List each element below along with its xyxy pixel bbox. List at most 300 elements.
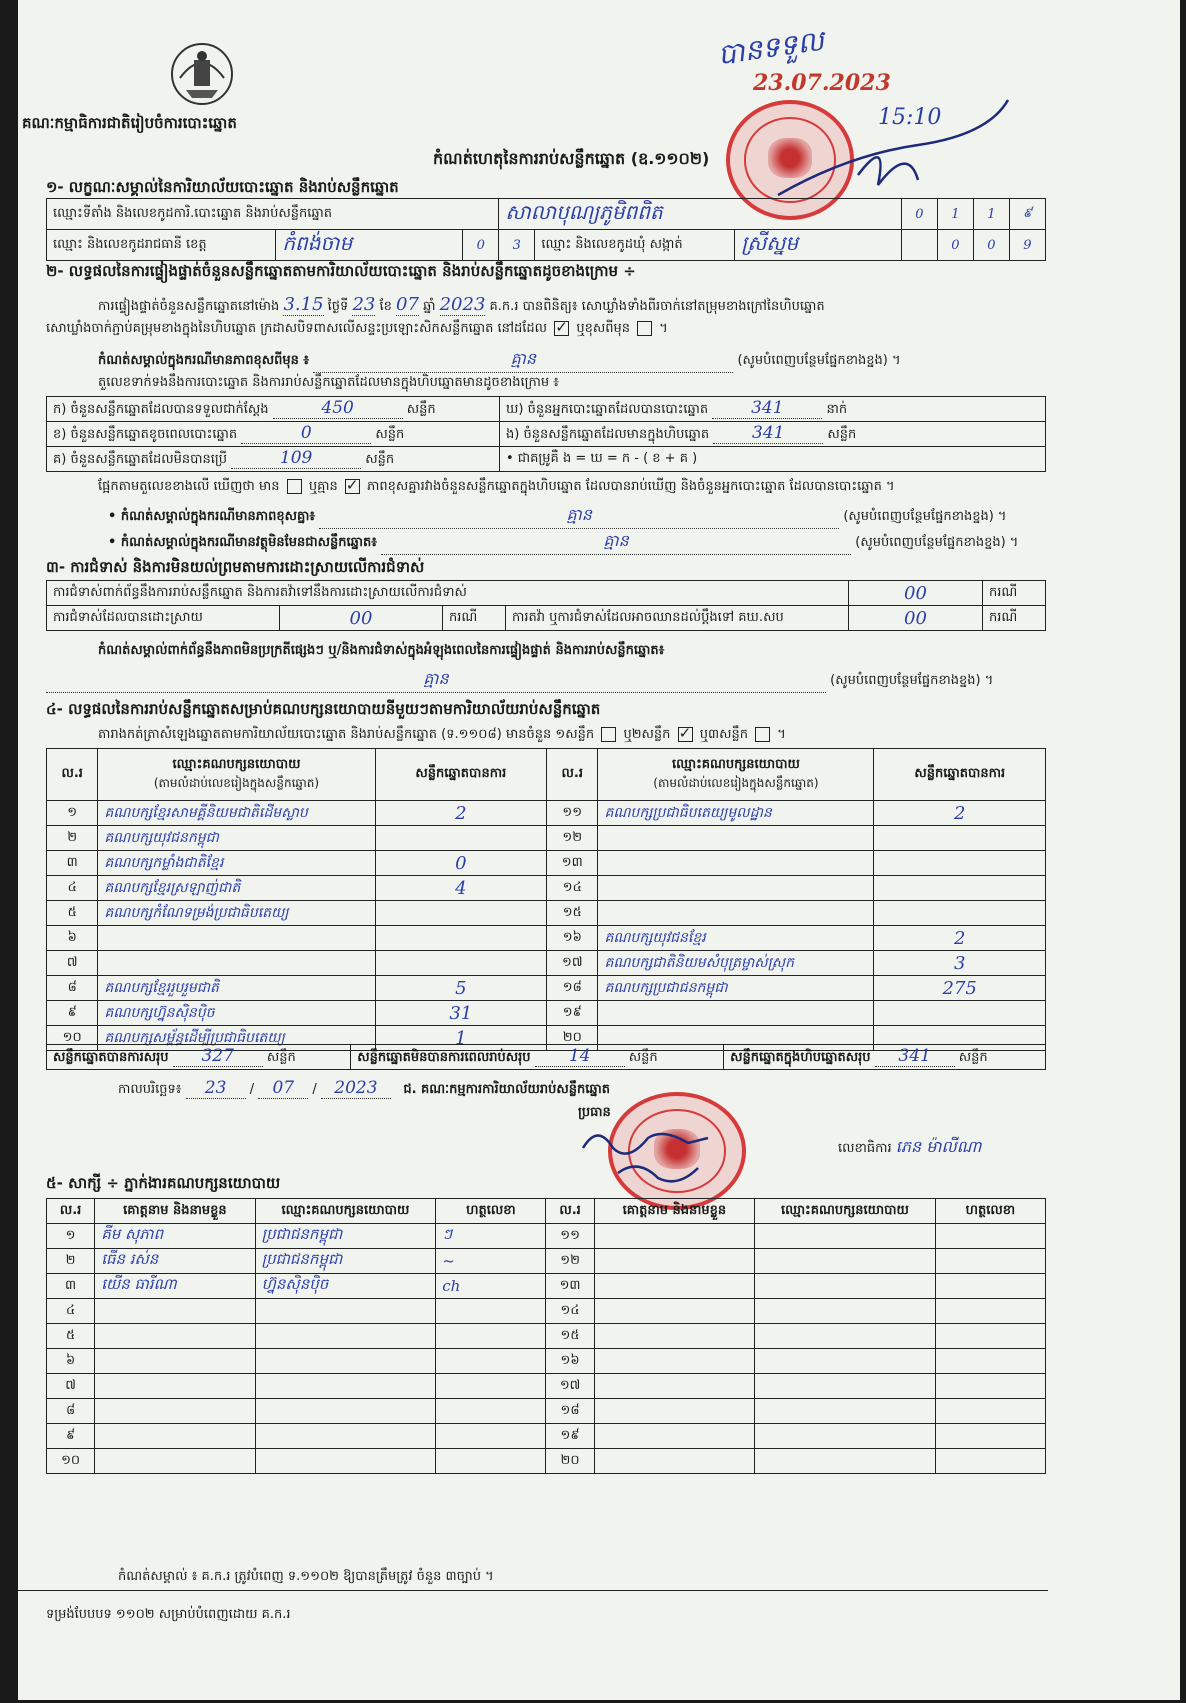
location-label: ឈ្មោះទីតាំង និងលេខកូដការិ.បោះឆ្នោត និងរាប់សន្លឹកឆ្នោត [47,199,499,230]
witness-signature [436,1374,546,1399]
witness-row [47,1349,1046,1374]
result-party: គណបក្សខ្មែរសាមគ្គីនិយមជាតិដើមស្លាប [98,801,375,826]
unchanged-checkbox[interactable] [554,321,569,336]
result-no: ១៧ [547,951,598,976]
witness-name [594,1324,754,1349]
result-party: គណបក្សកម្លាំងជាតិខ្មែរ [98,851,375,876]
w-col-sign-left: ហត្ថលេខា [436,1199,546,1224]
commune-value: ស្រីស្នម [741,231,799,255]
result-votes: 2 [874,801,1046,826]
received-date: 23.07.2023 [753,70,891,96]
witness-name [95,1324,255,1349]
tally-text: តារាងកត់ត្រាសំឡេងឆ្នោតតាមការិយាល័យបោះឆ្នោត និងរាប់សន្លឹកឆ្នោត (ទ.១១០៨) មានចំនួន ១សន្លឹក [98,727,595,742]
note2-value: គ្មាន [319,504,839,529]
date-year: 2023 [321,1078,391,1099]
result-votes [375,926,547,951]
witness-no: ១១ [546,1224,594,1249]
witness-no: ៨ [47,1399,95,1424]
president-label: ប្រធាន [578,1105,611,1120]
witness-signature [935,1249,1045,1274]
witness-signature [935,1274,1045,1299]
w-col-name-right: គោត្តនាម និងនាមខ្លួន [594,1199,754,1224]
result-no: ១៦ [547,926,598,951]
objection-table [46,580,1046,631]
result-row [47,901,1046,926]
figure-right-cell [500,447,1046,472]
total-valid-unit: សន្លឹក [266,1050,296,1065]
witness-party [755,1374,936,1399]
result-votes: 275 [874,976,1046,1001]
resolved-unit: ករណី [443,606,506,631]
witness-name: គីម សុភាព [95,1224,255,1249]
figures-table [46,396,1046,472]
witness-no: ១២ [546,1249,594,1274]
result-no: ១៩ [547,1001,598,1026]
result-party: គណបក្សជាតិនិយមសំបុត្រម្ចាស់ស្រុក [598,951,874,976]
result-row [47,876,1046,901]
total-invalid-label: សន្លឹកឆ្នោតមិនបានការពេលរាប់សរុប [357,1050,531,1065]
figure-left-unit: សន្លឹក [406,402,436,417]
result-votes: 1 [375,1026,547,1051]
date-label: កាលបរិច្ឆេទ៖ [118,1082,182,1097]
witness-name [95,1349,255,1374]
changed-checkbox[interactable] [637,321,652,336]
diff-text-b: ភាពខុសគ្នារវាងចំនួនសន្លឹកឆ្នោតក្នុងហិបឆ្នោត ដែលបានរាប់ឃើញ និងចំនួនអ្នកបោះឆ្នោត ដែលបានបោះឆ្នោត ។ [367,479,895,494]
witness-signature [935,1399,1045,1424]
result-votes [874,851,1046,876]
witness-signature [436,1399,546,1424]
result-no: ១៨ [547,976,598,1001]
witness-no: ១៦ [546,1349,594,1374]
figure-right-unit: សន្លឹក [827,427,857,442]
witness-signature [436,1449,546,1474]
witness-no: ១៨ [546,1399,594,1424]
result-row [47,851,1046,876]
form-sheet [18,0,1180,1700]
witness-name [594,1374,754,1399]
tally-3-label: ឬ៣សន្លឹក [699,727,748,742]
province-code-1: 0 [463,230,499,261]
total-invalid-unit: សន្លឹក [628,1050,658,1065]
w-col-party-left: ឈ្មោះគណបក្សនយោបាយ [255,1199,436,1224]
note3-value: គ្មាន [381,530,851,555]
witness-no: ៥ [47,1324,95,1349]
witness-name: យើន ធារីណា [95,1274,255,1299]
commune-code-2: 0 [973,230,1009,261]
total-valid-label: សន្លឹកឆ្នោតបានការសរុប [53,1050,169,1065]
result-votes [375,951,547,976]
witness-party [755,1224,936,1249]
witness-signature: ch [436,1274,546,1299]
witness-party [755,1274,936,1299]
witness-signature [436,1349,546,1374]
figure-left-value: 0 [241,423,371,444]
witness-name [594,1399,754,1424]
location-value: សាលាបុណ្យភូមិពពិត [505,200,663,224]
result-row [47,976,1046,1001]
col-no-left: ល.រ [47,749,98,801]
result-party [598,901,874,926]
tally-line: តារាងកត់ត្រាសំឡេងឆ្នោតតាមការិយាល័យបោះឆ្នោត និងរាប់សន្លឹកឆ្នោត (ទ.១១០៨) មានចំនួន ១សន្លឹក ឬ២សន្លឹក ✓ ឬ៣សន្លឹក ។ [98,726,786,745]
result-party: គណបក្សយុវជនខ្មែរ [598,926,874,951]
year-value: 2023 [439,294,486,315]
witness-name [95,1299,255,1324]
result-no: ៩ [47,1001,98,1026]
note3-label: • កំណត់សម្គាល់ក្នុងករណីមានវត្ថុមិនមែនជាសន្លឹកឆ្នោត៖ [108,535,377,550]
section2-heading: ២- លទ្ធផលនៃការផ្ទៀងផ្ទាត់ចំនួនសន្លឹកឆ្នោតតាមការិយាល័យបោះឆ្នោត និងរាប់សន្លឹកឆ្នោតដូចខាងក្រោម ÷ [46,262,636,280]
witness-row [47,1249,1046,1274]
result-votes [874,826,1046,851]
result-row [47,1001,1046,1026]
has-diff-checkbox[interactable] [287,479,302,494]
result-no: ៦ [47,926,98,951]
witness-row [47,1324,1046,1349]
witness-party: ប្រជាជនកម្ពុជា [255,1224,436,1249]
result-no: ៧ [47,951,98,976]
result-votes: 31 [375,1001,547,1026]
col-party-right: ឈ្មោះគណបក្សនយោបាយ (តាមលំដាប់លេខរៀងក្នុងសន្លឹកឆ្នោត) [598,749,874,801]
witness-row [47,1274,1046,1299]
result-votes [375,901,547,926]
irregularity-value: គ្មាន [46,668,826,693]
witness-name [95,1424,255,1449]
figure-right-unit: នាក់ [826,402,848,417]
figure-left-unit: សន្លឹក [365,452,395,467]
figure-left-cell [47,397,500,422]
total-invalid-value: 14 [535,1046,625,1067]
figure-left-value: 109 [231,448,361,469]
result-party: គណបក្សប្រជាធិបតេយ្យមូលដ្ឋាន [598,801,874,826]
witness-name [594,1274,754,1299]
time-value: 3.15 [283,294,324,315]
appeal-value: 00 [849,606,983,631]
result-party: គណបក្សសម្ព័ន្ធដើម្បីប្រជាធិបតេយ្យ [98,1026,375,1051]
witness-name: ធើន រស់ន [95,1249,255,1274]
note1-value: គ្មាន [313,348,733,373]
result-party: គណបក្សខ្មែររួបរួមជាតិ [98,976,375,1001]
result-votes [375,826,547,851]
witness-no: ១៧ [546,1374,594,1399]
witness-signature [935,1299,1045,1324]
figure-row [47,397,1046,422]
figure-row [47,422,1046,447]
total-valid-value: 327 [173,1046,263,1067]
witness-party [755,1424,936,1449]
witness-no: ៦ [47,1349,95,1374]
result-votes: 0 [375,851,547,876]
received-note: បានទទួល [715,23,827,72]
note3-line [108,530,1018,555]
changed-label: ឬខុសពីមុន [576,321,630,336]
seal-check-text-2: សោឃ្លាំងចាក់ភ្ជាប់គម្រុមខាងក្នុងនៃហិបឆ្នោត ក្រដាសបិទពាសលើសន្ទះប្រឡោះសិកសន្លឹកឆ្នោត នៅដដែល [46,321,548,336]
witness-no: ១៣ [546,1274,594,1299]
witness-no: ៣ [47,1274,95,1299]
province-code-2: 3 [499,230,535,261]
received-time: 15:10 [878,105,942,130]
witness-party: ហ្វ៊ុនស៊ិនប៉ិច [255,1274,436,1299]
total-box-label: សន្លឹកឆ្នោតក្នុងហិបឆ្នោតសរុប [730,1050,871,1065]
witness-signature [935,1324,1045,1349]
figure-left-unit: សន្លឹក [375,427,405,442]
irregularity-note-label [98,642,664,661]
resolved-value: 00 [280,606,443,631]
result-row [47,926,1046,951]
witness-no: ១ [47,1224,95,1249]
result-party [98,951,375,976]
figure-left-cell [47,447,500,472]
witness-party [755,1399,936,1424]
col-party-left: ឈ្មោះគណបក្សនយោបាយ (តាមលំដាប់លេខរៀងក្នុងសន្លឹកឆ្នោត) [98,749,375,801]
witness-name [594,1449,754,1474]
total-box-unit: សន្លឹក [958,1050,988,1065]
col-votes-left: សន្លឹកឆ្នោតបានការ [375,749,547,801]
result-row [47,951,1046,976]
note1-suffix: (សូមបំពេញបន្ថែមផ្នែកខាងខ្នង) ។ [737,353,901,368]
appeal-label: ការតវ៉ា ឬការជំទាស់ដែលអាចឈានដល់ប្តឹងទៅ គឃ.សប [506,606,849,631]
day-value: 23 [352,294,376,315]
results-table [46,748,1046,1051]
result-no: ២ [47,826,98,851]
tally-3-checkbox[interactable] [755,727,770,742]
no-diff-checkbox[interactable] [345,479,360,494]
form-title: កំណត់ហេតុនៃការរាប់សន្លឹកឆ្នោត (ឧ.១១០២) [433,149,710,168]
diff-text-a: ផ្អែកតាមតួលេខខាងលើ ឃើញថា មាន [98,479,280,494]
w-col-party-right: ឈ្មោះគណបក្សនយោបាយ [755,1199,936,1224]
w-col-no-right: ល.រ [546,1199,594,1224]
commune-label: ឈ្មោះ និងលេខកូដឃុំ សង្កាត់ [535,230,735,261]
resolved-label: ការជំទាស់ដែលបានដោះស្រាយ [47,606,280,631]
witness-row [47,1374,1046,1399]
commune-code-1: 0 [937,230,973,261]
witness-party: ប្រជាជនកម្ពុជា [255,1249,436,1274]
witness-no: ៤ [47,1299,95,1324]
section4-heading: ៤- លទ្ធផលនៃការរាប់សន្លឹកឆ្នោតសម្រាប់គណបក្សនយោបាយនីមួយៗតាមការិយាល័យរាប់សន្លឹកឆ្នោត [46,700,601,718]
result-party: គណបក្សខ្មែរស្រឡាញ់ជាតិ [98,876,375,901]
figure-right-label: • ជាគម្រូគឺ ង = ឃ = ក - ( ខ + គ ) [506,450,698,466]
witness-row [47,1224,1046,1249]
location-table [46,198,1046,261]
section1-heading: ១- លក្ខណៈសម្គាល់នៃការិយាល័យបោះឆ្នោត និងរាប់សន្លឹកឆ្នោត [46,178,399,196]
note1-line [98,348,901,373]
result-party [598,876,874,901]
province-label: ឈ្មោះ និងលេខកូដរាជធានី ខេត្ត [47,230,276,261]
witness-name [594,1349,754,1374]
witness-row [47,1449,1046,1474]
witness-signature [935,1424,1045,1449]
w-col-no-left: ល.រ [47,1199,95,1224]
total-box-cell [724,1045,1046,1070]
figure-right-cell [500,422,1046,447]
witness-name [594,1249,754,1274]
witness-no: ១៩ [546,1424,594,1449]
time-prefix: ការផ្ទៀងផ្ទាត់ចំនួនសន្លឹកឆ្នោតនៅម៉ោង [98,299,280,314]
location-code-1: 0 [901,199,937,230]
witness-signature [935,1349,1045,1374]
witness-signature [436,1324,546,1349]
secretary-label: លេខាធិការ [838,1141,892,1156]
witness-no: ២ [47,1249,95,1274]
form-footer: ទម្រង់បែបបទ ១១០២ សម្រាប់បំពេញដោយ គ.ក.រ [46,1607,291,1622]
result-no: ៥ [47,901,98,926]
section5-heading: ៥- សាក្សី ÷ ភ្នាក់ងារគណបក្សនយោបាយ [46,1174,281,1192]
figure-right-cell [500,397,1046,422]
witness-party [255,1449,436,1474]
location-code-4: ៩ [1009,199,1045,230]
witness-signature: ៗ [436,1224,546,1249]
witness-no: ៩ [47,1424,95,1449]
month-prefix: ខែ [379,299,392,314]
year-prefix: ឆ្នាំ [423,299,436,314]
witness-party [755,1349,936,1374]
footnote: កំណត់សម្គាល់ ៖ គ.ក.រ ត្រូវបំពេញ ទ.១១០២ ឱ្យបានត្រឹមត្រូវ ចំនួន ៣ច្បាប់ ។ [118,1569,494,1584]
result-votes [874,901,1046,926]
witness-name [594,1424,754,1449]
time-line [98,294,825,317]
witness-row [47,1424,1046,1449]
objection-value: 00 [849,581,983,606]
witness-no: ១៥ [546,1324,594,1349]
w-col-name-left: គោត្តនាម និងនាមខ្លួន [95,1199,255,1224]
footer-divider [18,1590,1048,1591]
objection-unit: ករណី [983,581,1046,606]
day-prefix: ថ្ងៃទី [327,299,349,314]
witness-signature: ~ [436,1249,546,1274]
result-votes: 5 [375,976,547,1001]
total-box-value: 341 [875,1046,955,1067]
result-no: ៨ [47,976,98,1001]
figure-left-label: ក) ចំនួនសន្លឹកឆ្នោតដែលបានទទួលជាក់ស្តែង [53,402,269,417]
result-votes: 2 [375,801,547,826]
witness-name [95,1374,255,1399]
objection-label: ការជំទាស់ពាក់ព័ន្ធនឹងការរាប់សន្លឹកឆ្នោត និងការតវ៉ាទៅនឹងការដោះស្រាយលើការជំទាស់ [47,581,849,606]
result-no: ១៤ [547,876,598,901]
seal-line-2: សោឃ្លាំងចាក់ភ្ជាប់គម្រុមខាងក្នុងនៃហិបឆ្នោត ក្រដាសបិទពាសលើសន្ទះប្រឡោះសិកសន្លឹកឆ្នោត នៅដដែល ✓ ឬខុសពីមុន ។ [46,320,668,339]
figure-left-label: ខ) ចំនួនសន្លឹកឆ្នោតខូចពេលបោះឆ្នោត [53,427,238,442]
irregularity-suffix: (សូមបំពេញបន្ថែមផ្នែកខាងខ្នង) ។ [830,673,994,688]
result-no: ១០ [47,1026,98,1051]
result-party: គណបក្សប្រជាជនកម្ពុជា [598,976,874,1001]
witness-party [755,1449,936,1474]
president-signature [578,1118,718,1198]
appeal-unit: ករណី [983,606,1046,631]
result-no: ១១ [547,801,598,826]
witness-party [255,1374,436,1399]
result-votes: 2 [874,926,1046,951]
result-no: ២០ [547,1026,598,1051]
irregularity-label: កំណត់សម្គាល់ពាក់ព័ន្ធនឹងភាពមិនប្រក្រតីផ្សេងៗ ឬ/និងការជំទាស់ក្នុងអំឡុងពេលនៃការផ្ទៀងផ្ទាត់ និងការរាប់សន្លឹកឆ្នោត៖ [98,643,665,658]
witness-signature [436,1424,546,1449]
witness-signature [935,1374,1045,1399]
witness-row [47,1399,1046,1424]
witness-party [755,1324,936,1349]
witness-signature [436,1299,546,1324]
witness-no: ២០ [546,1449,594,1474]
figure-left-label: គ) ចំនួនសន្លឹកឆ្នោតដែលមិនបានប្រើ [53,452,227,467]
total-valid-cell [47,1045,351,1070]
result-party [598,1001,874,1026]
witness-no: ១៤ [546,1299,594,1324]
diff-or: ឬគ្មាន [308,479,338,494]
witness-party [755,1299,936,1324]
result-votes [874,1001,1046,1026]
note2-suffix: (សូមបំពេញបន្ថែមផ្នែកខាងខ្នង) ។ [843,509,1007,524]
figure-right-label: ឃ) ចំនួនអ្នកបោះឆ្នោតដែលបានបោះឆ្នោត [506,402,709,417]
result-party [598,826,874,851]
figure-left-value: 450 [273,398,403,419]
section3-heading: ៣- ការជំទាស់ និងការមិនយល់ព្រមតាមការដោះស្រាយលើការជំទាស់ [46,558,425,576]
witness-table [46,1198,1046,1474]
result-no: ១៥ [547,901,598,926]
witness-party [755,1249,936,1274]
irregularity-line [46,668,993,693]
figure-row [47,447,1046,472]
tally-1-checkbox[interactable] [601,727,616,742]
result-no: ៣ [47,851,98,876]
date-month: 07 [258,1078,308,1099]
location-code-2: 1 [937,199,973,230]
total-invalid-cell [351,1045,724,1070]
result-party: គណបក្សយុវជនកម្ពុជា [98,826,375,851]
location-code-3: 1 [973,199,1009,230]
witness-signature [935,1224,1045,1249]
committee-name: គណៈកម្មាធិការជាតិរៀបចំការបោះឆ្នោត [22,114,237,132]
witness-row [47,1299,1046,1324]
tally-2-checkbox[interactable] [678,727,693,742]
figure-right-value: 341 [712,398,822,419]
result-votes [874,876,1046,901]
secretary-signature: ភេន ម៉ាលីណា [895,1137,982,1156]
note1-label: កំណត់សម្គាល់ក្នុងករណីមានភាពខុសពីមុន ៖ [98,353,310,368]
note3-suffix: (សូមបំពេញបន្ថែមផ្នែកខាងខ្នង) ។ [855,535,1019,550]
result-votes: 3 [874,951,1046,976]
w-col-sign-right: ហត្ថលេខា [935,1199,1045,1224]
totals-table [46,1044,1046,1070]
result-row [47,826,1046,851]
witness-party [255,1424,436,1449]
note2-label: • កំណត់សម្គាល់ក្នុងករណីមានភាពខុសគ្នា៖ [108,509,316,524]
result-no: ១ [47,801,98,826]
figure-right-label: ង) ចំនួនសន្លឹកឆ្នោតដែលមានក្នុងហិបឆ្នោត [506,427,710,442]
committee-line: ជ. គណៈកម្មការការិយាល័យរាប់សន្លឹកឆ្នោត [403,1082,611,1097]
figure-left-cell [47,422,500,447]
result-party: គណបក្សហ្វ៊ុនស៊ិនប៉ិច [98,1001,375,1026]
province-value: កំពង់ចាម [282,231,353,255]
commune-code-3: 9 [1009,230,1045,261]
nec-emblem-icon [166,38,238,110]
result-no: ១៣ [547,851,598,876]
date-line: កាលបរិច្ឆេទ៖ 23 / 07 / 2023 ជ. គណៈកម្មការការិយាល័យរាប់សន្លឹកឆ្នោត [118,1078,611,1098]
witness-name [594,1224,754,1249]
witness-party [255,1324,436,1349]
secretary-line [838,1136,981,1160]
result-no: ១២ [547,826,598,851]
figure-right-value: 341 [713,423,823,444]
seal-check-text: គ.ក.រ បានពិនិត្យ៖ សោឃ្លាំងទាំងពីរចាក់នៅតម្រុមខាងក្រៅនៃហិបឆ្នោត [489,299,825,314]
col-no-right: ល.រ [547,749,598,801]
result-party [98,926,375,951]
witness-name [95,1449,255,1474]
witness-signature [935,1449,1045,1474]
result-no: ៤ [47,876,98,901]
month-value: 07 [396,294,419,315]
tally-2-label: ឬ២សន្លឹក [623,727,671,742]
result-party [598,851,874,876]
result-votes: 4 [375,876,547,901]
result-party: គណបក្សកំណែទម្រង់ប្រជាធិបតេយ្យ [98,901,375,926]
witness-name [95,1399,255,1424]
figures-intro: តួលេខទាក់ទងនឹងការបោះឆ្នោត និងការរាប់សន្លឹកឆ្នោតដែលមានក្នុងហិបឆ្នោតមានដូចខាងក្រោម ៖ [98,375,559,390]
note2-line [108,504,1007,529]
